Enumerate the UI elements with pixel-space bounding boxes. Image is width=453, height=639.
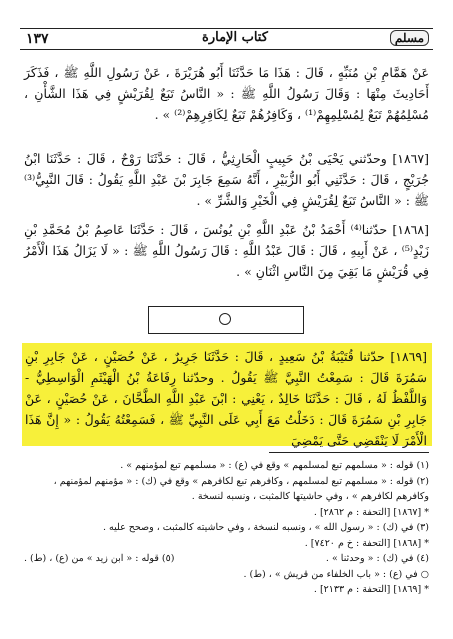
- hadith-1869: [١٨٦٩] حدّثنا قُتَيْبَةُ بْنُ سَعِيدٍ ، قَالَ : حَدَّثَنَا جَرِيرٌ ، عَنْ حُصَيْنٍ ، عَنْ جَابِرِ بْنِ سَمُرَةَ قَالَ : سَمِعْتُ النَّبِيَّ ﷺ يَقُولُ . وحدّثنا رِفَاعَةُ بْنُ الْهَيْثَمِ الْوَاسِطِيُّ - وَاللَّفْظُ لَهُ ، قَالَ : حَدَّثَنَا خَالِدٌ ، يَعْنِي : ابْنَ عَبْدِ اللَّهِ الطَّحَّانَ ، عَنْ حُصَيْنٍ ، عَنْ جَابِرِ بْنِ سَمُرَةَ قَالَ : دَخَلْتُ مَعَ أَبِي عَلَى النَّبِيِّ ﷺ ، فَسَمِعْتُهُ يَقُولُ : « إِنَّ هَذَا الْأَمْرَ لَا يَنْقَضِي حَتَّى يَمْضِيَ: [25, 349, 427, 448]
- main-text: [24, 62, 429, 129]
- main-text-1868: [24, 219, 429, 286]
- footnote-bab: ○ في (ع) : « باب الخلفاء من قريش » ، (ط) .: [243, 568, 429, 580]
- page-header: [20, 28, 433, 50]
- footnote-4: (٤) في (ك) : « وحدثنا » .: [325, 553, 429, 564]
- footnote-row-4-5: [24, 551, 429, 567]
- footnote-5: (٥) قوله : « ابن زيد » من (ع) ، (ط) .: [24, 553, 175, 564]
- footnote-3: (٣) في (ك) : « رسول الله » ، ونسبه لنسخة ، وفي حاشيته كالمثبت ، وصحح عليه .: [102, 522, 429, 533]
- chapter-separator: [148, 306, 304, 334]
- section-tag: مسلم: [390, 30, 429, 46]
- footnote-2: (٢) قوله : « مسلمهم تبع لمسلمهم ، وكافرهم تبع لكافرهم » وقع في (ك) : « مؤمنهم لمؤمنهم ، وكافرهم لكافرهم » ، وفي حاشيتها كالمثبت ، ونسبه لنسخة .: [53, 475, 429, 502]
- footnote-rule: [269, 452, 429, 453]
- footnotes: [24, 458, 429, 598]
- header-top-rule: [20, 28, 433, 29]
- book-title: كتاب الإمارة: [202, 30, 268, 45]
- footnote-ref-1867: * [١٨٦٧] [التحفة : م ٢٨٦٢] .: [313, 506, 429, 518]
- paragraph-continuation: عَنْ هَمَّامِ بْنِ مُنَبِّهٍ ، قَالَ : هَذَا مَا حَدَّثَنَا أَبُو هُرَيْرَةَ ، عَنْ رَسُولِ اللَّهِ ﷺ ، فَذَكَرَ أَحَادِيثَ مِنْهَا : وَقَالَ رَسُولُ اللَّهِ ﷺ : « النَّاسُ تَبَعٌ لِقُرَيْشٍ فِي هَذَا الشَّأْنِ ، مُسْلِمُهُمْ تَبَعٌ لِمُسْلِمِهِمْ⁽¹⁾ ، وَكَافِرُهُمْ تَبَعٌ لِكَافِرِهِمْ⁽²⁾ » .: [24, 65, 429, 122]
- footnote-ref-1869: * [١٨٦٩] [التحفة : م ٢١٣٣] .: [313, 584, 429, 595]
- hadith-1868: [١٨٦٨] حدّثنا⁽⁴⁾ أَحْمَدُ بْنُ عَبْدِ اللَّهِ بْنِ يُونُسَ ، قَالَ : حَدَّثَنَا عَاصِمُ بْنُ مُحَمَّدِ بْنِ زَيْدٍ⁽⁵⁾ ، عَنْ أَبِيهِ ، قَالَ : قَالَ عَبْدُ اللَّهِ : قَالَ رَسُولُ اللَّهِ ﷺ : « لَا يَزَالُ هَذَا الْأَمْرُ فِي قُرَيْشٍ مَا بَقِيَ مِنَ النَّاسِ اثْنَانِ » .: [24, 222, 429, 279]
- header-bottom-rule: [20, 49, 433, 50]
- page-number: ١٣٧: [26, 31, 49, 47]
- ring-ornament-icon: [219, 313, 231, 325]
- footnote-1: (١) قوله : « مسلمهم تبع لمسلمهم » وقع في (ع) : « مسلمهم تبع لمؤمنهم » .: [120, 460, 429, 471]
- footnote-ref-1868: * [١٨٦٨] [التحفة : خ م ٧٤٢٠] .: [304, 537, 429, 549]
- main-text-1867: [24, 148, 429, 215]
- hadith-1867: [١٨٦٧] وحدّثني يَحْيَى بْنُ حَبِيبٍ الْحَارِثِيُّ ، قَالَ : حَدَّثَنَا رَوْحٌ ، قَالَ : حَدَّثَنَا ابْنُ جُرَيْجٍ ، قَالَ : حَدَّثَنِي أَبُو الزُّبَيْرِ ، أَنَّهُ سَمِعَ جَابِرَ بْنَ عَبْدِ اللَّهِ يَقُولُ : قَالَ النَّبِيُّ⁽³⁾ ﷺ : « النَّاسُ تَبَعٌ لِقُرَيْشٍ فِي الْخَيْرِ وَالشَّرِّ » .: [24, 151, 429, 208]
